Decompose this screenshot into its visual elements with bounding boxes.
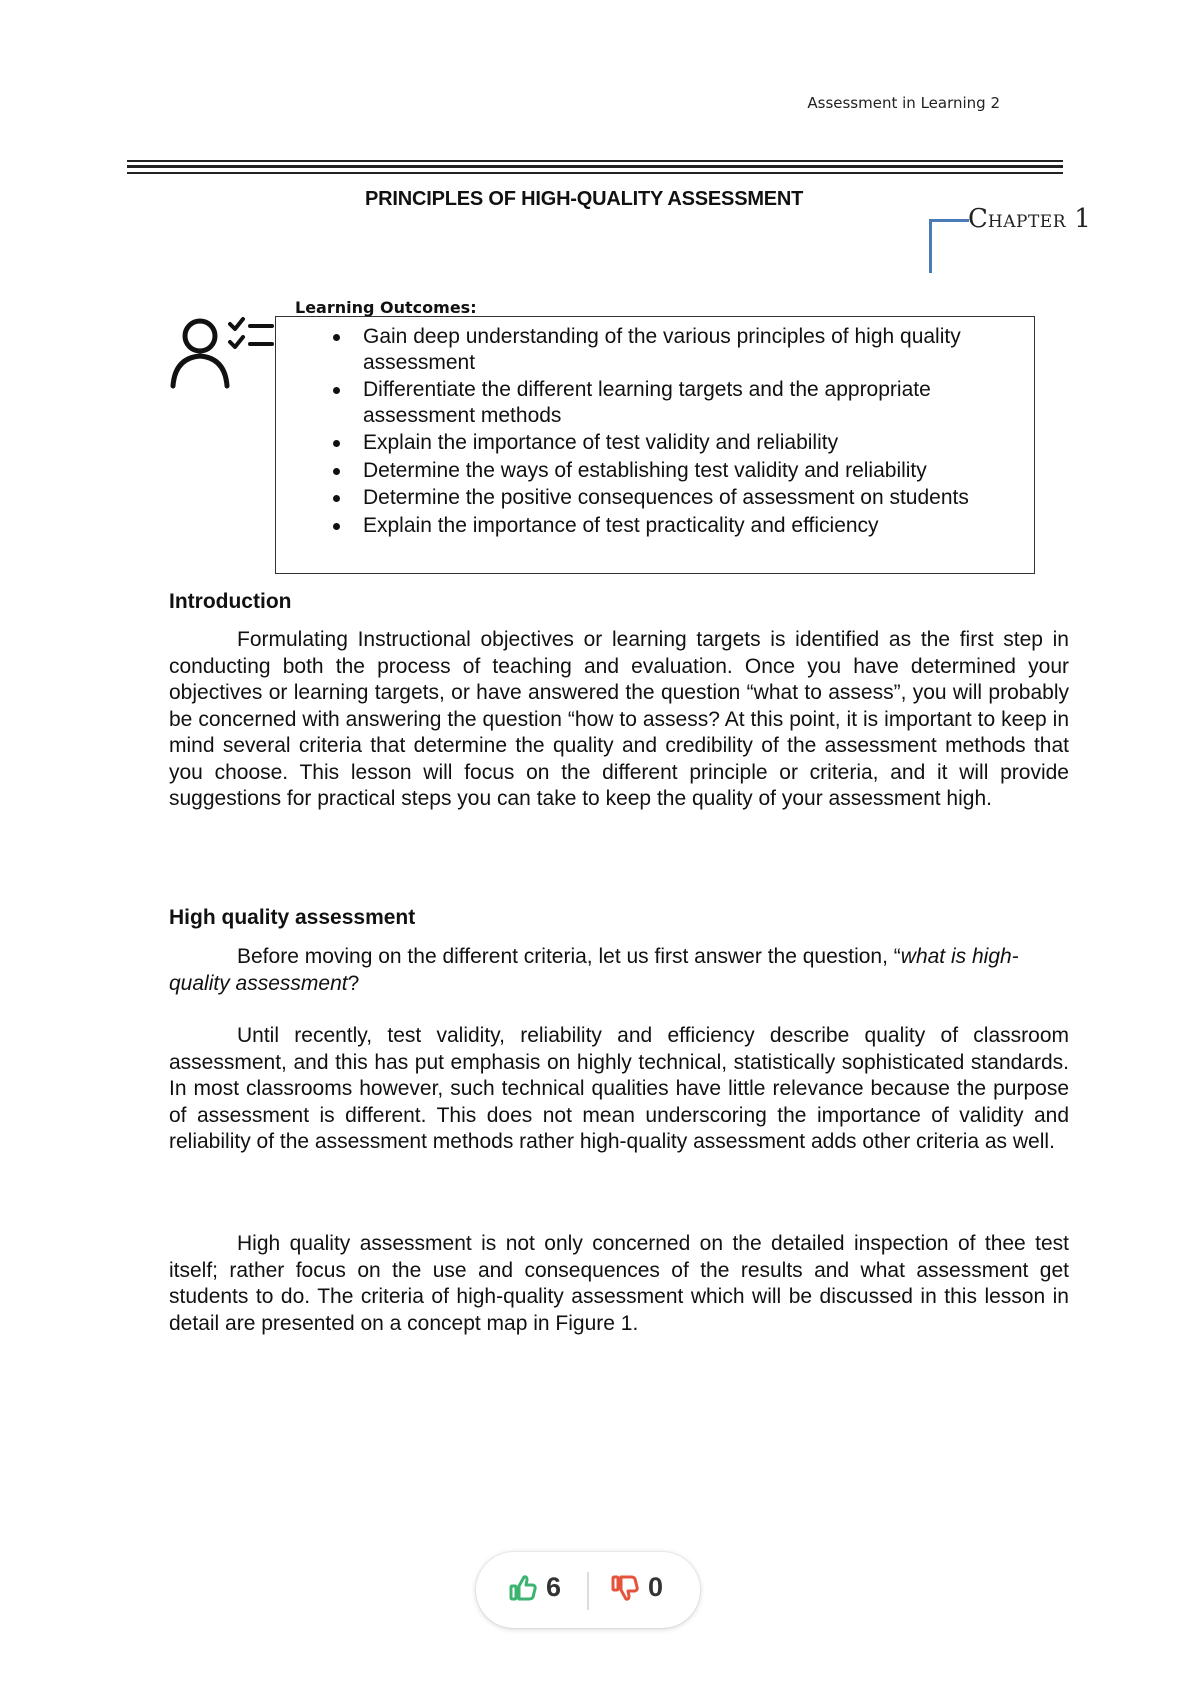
chapter-bracket-vertical [929, 219, 932, 273]
header-rule-thick [127, 165, 1063, 168]
list-item: Explain the importance of test practicality and efficiency [330, 513, 1030, 539]
vote-divider [587, 1572, 589, 1610]
chapter-initial: C [968, 204, 988, 234]
downvote-button[interactable] [610, 1572, 663, 1603]
chapter-bracket-horizontal [929, 219, 969, 222]
p1-tail: ? [347, 971, 360, 995]
learning-outcomes-heading: Learning Outcomes: [295, 298, 477, 317]
upvote-count: 6 [546, 1572, 562, 1602]
introduction-heading: Introduction [169, 590, 292, 613]
downvote-count: 0 [648, 1572, 664, 1602]
list-item: Determine the ways of establishing test validity and reliability [330, 458, 1030, 484]
thumbs-up-icon [508, 1573, 538, 1603]
upvote-button[interactable] [508, 1572, 561, 1603]
thumbs-down-icon [610, 1573, 640, 1603]
header-rule-top [127, 160, 1063, 162]
introduction-paragraph: Formulating Instructional objectives or learning targets is identified as the first step in conducting both the process of teaching and evaluation. Once you have determined your objectives or learning targets, or have answered the question “what to assess”, you will probably be concerned with answering the question “how to assess? At this point, it is important to keep in mind several criteria that determine the quality and credibility of the assessment methods that you choose. This lesson will focus on the different principle or criteria, and it will provide suggestions for practical steps you can take to keep the quality of your assessment high. [169, 628, 1069, 810]
list-item: Gain deep understanding of the various principles of high quality assessment [330, 324, 1030, 375]
learner-checklist-icon [170, 314, 274, 390]
p1-lead: Before moving on the different criteria, let us first answer the question, “ [237, 945, 901, 968]
p1-italic: what is high-quality assessment [169, 945, 1019, 995]
high-quality-paragraph-2: Until recently, test validity, reliability and efficiency describe quality of classroom assessment, and this has put emphasis on highly technical, statistically sophisticated standards. In most classrooms however, such technical qualities have little relevance because the purpose of assessment is different. This does not mean underscoring the importance of validity and reliability of the assessment methods rather high-quality assessment adds other criteria as well. [169, 1024, 1069, 1153]
page-title: PRINCIPLES OF HIGH-QUALITY ASSESSMENT [365, 188, 804, 210]
list-item: Explain the importance of test validity and reliability [330, 430, 1030, 456]
running-header: Assessment in Learning 2 [807, 94, 1000, 112]
learning-outcomes-list [330, 324, 1030, 540]
list-item: Differentiate the different learning targets and the appropriate assessment methods [330, 377, 1030, 428]
high-quality-paragraph-3: High quality assessment is not only concerned on the detailed inspection of thee test itself; rather focus on the use and consequences of the results and what assessment get students to do. The criteria of high-quality assessment which will be discussed in this lesson in detail are presented on a concept map in Figure 1. [169, 1232, 1069, 1335]
list-item: Determine the positive consequences of assessment on students [330, 485, 1030, 511]
chapter-number: 1 [1074, 204, 1091, 234]
chapter-word: HAPTER [987, 212, 1066, 232]
header-rule-bottom [127, 172, 1063, 174]
high-quality-heading: High quality assessment [169, 906, 416, 929]
high-quality-paragraph-1 [169, 944, 1069, 997]
chapter-label [968, 204, 1091, 234]
